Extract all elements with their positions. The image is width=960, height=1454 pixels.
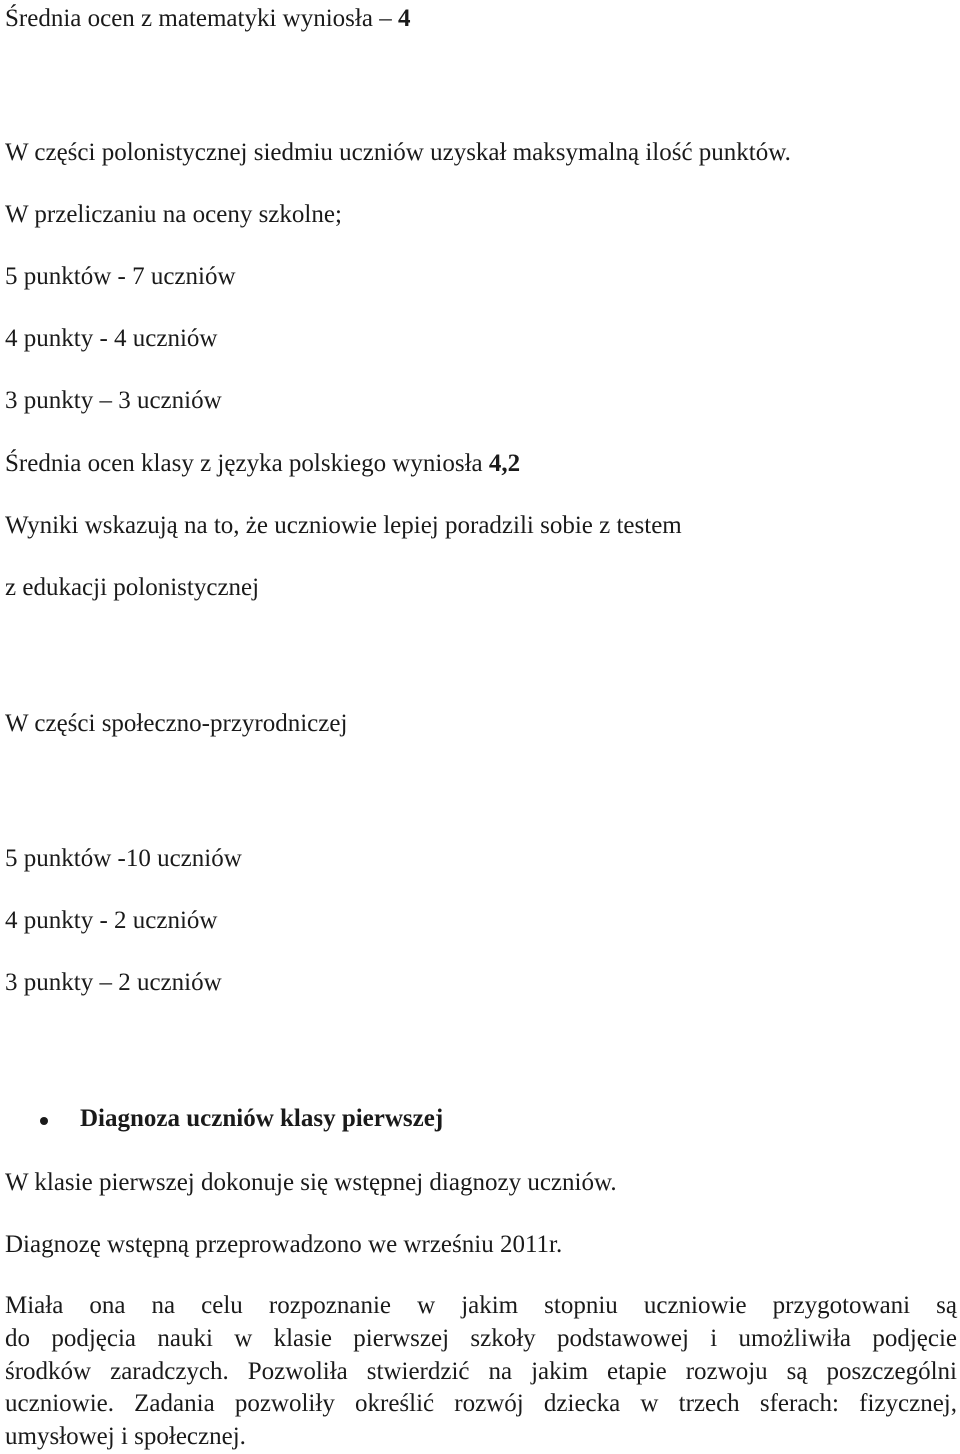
math-average-line (5, 4, 410, 34)
polish-part-intro: W części polonistycznej siedmiu uczniów uzyskał maksymalną ilość punktów. (5, 139, 791, 166)
diagnosis-paragraph-3-line-4: uczniowie. Zadania pozwoliły określić rozwój dziecka w trzech sferach: fizycznej, (5, 1390, 957, 1417)
polish-average-text: Średnia ocen klasy z języka polskiego wyniosła (5, 450, 489, 477)
polish-5-points: 5 punktów - 7 uczniów (5, 263, 236, 290)
diagnosis-paragraph-2: Diagnozę wstępną przeprowadzono we wrześniu 2011r. (5, 1231, 563, 1258)
polish-average-value: 4,2 (488, 450, 521, 477)
math-average-value: 4 (397, 5, 411, 32)
results-summary-line-2: z edukacji polonistycznej (5, 574, 260, 601)
science-3-points: 3 punkty – 2 uczniów (5, 969, 222, 996)
diagnosis-paragraph-3-line-1: Miała ona na celu rozpoznanie w jakim stopniu uczniowie przygotowani są (5, 1292, 957, 1319)
math-average-text: Średnia ocen z matematyki wyniosła – (5, 5, 398, 32)
diagnosis-paragraph-1: W klasie pierwszej dokonuje się wstępnej diagnozy uczniów. (5, 1169, 617, 1196)
bullet-icon (40, 1117, 48, 1125)
polish-4-points: 4 punkty - 4 uczniów (5, 325, 218, 352)
grades-conversion-line: W przeliczaniu na oceny szkolne; (5, 201, 342, 228)
diagnosis-paragraph-3-line-2: do podjęcia nauki w klasie pierwszej szkoły podstawowej i umożliwiła podjęcie (5, 1325, 957, 1352)
diagnosis-paragraph-3-line-5: umysłowej i społecznej. (5, 1423, 246, 1450)
diagnosis-paragraph-3-line-3: środków zaradczych. Pozwoliła stwierdzić na jakim etapie rozwoju są poszczególni (5, 1358, 957, 1385)
section-heading: Diagnoza uczniów klasy pierwszej (80, 1105, 444, 1132)
polish-average-line (5, 449, 520, 479)
results-summary-line-1: Wyniki wskazują na to, że uczniowie lepiej poradzili sobie z testem (5, 512, 682, 539)
science-4-points: 4 punkty - 2 uczniów (5, 907, 218, 934)
science-5-points: 5 punktów -10 uczniów (5, 845, 242, 872)
polish-3-points: 3 punkty – 3 uczniów (5, 387, 222, 414)
science-part-intro: W części społeczno-przyrodniczej (5, 710, 348, 737)
